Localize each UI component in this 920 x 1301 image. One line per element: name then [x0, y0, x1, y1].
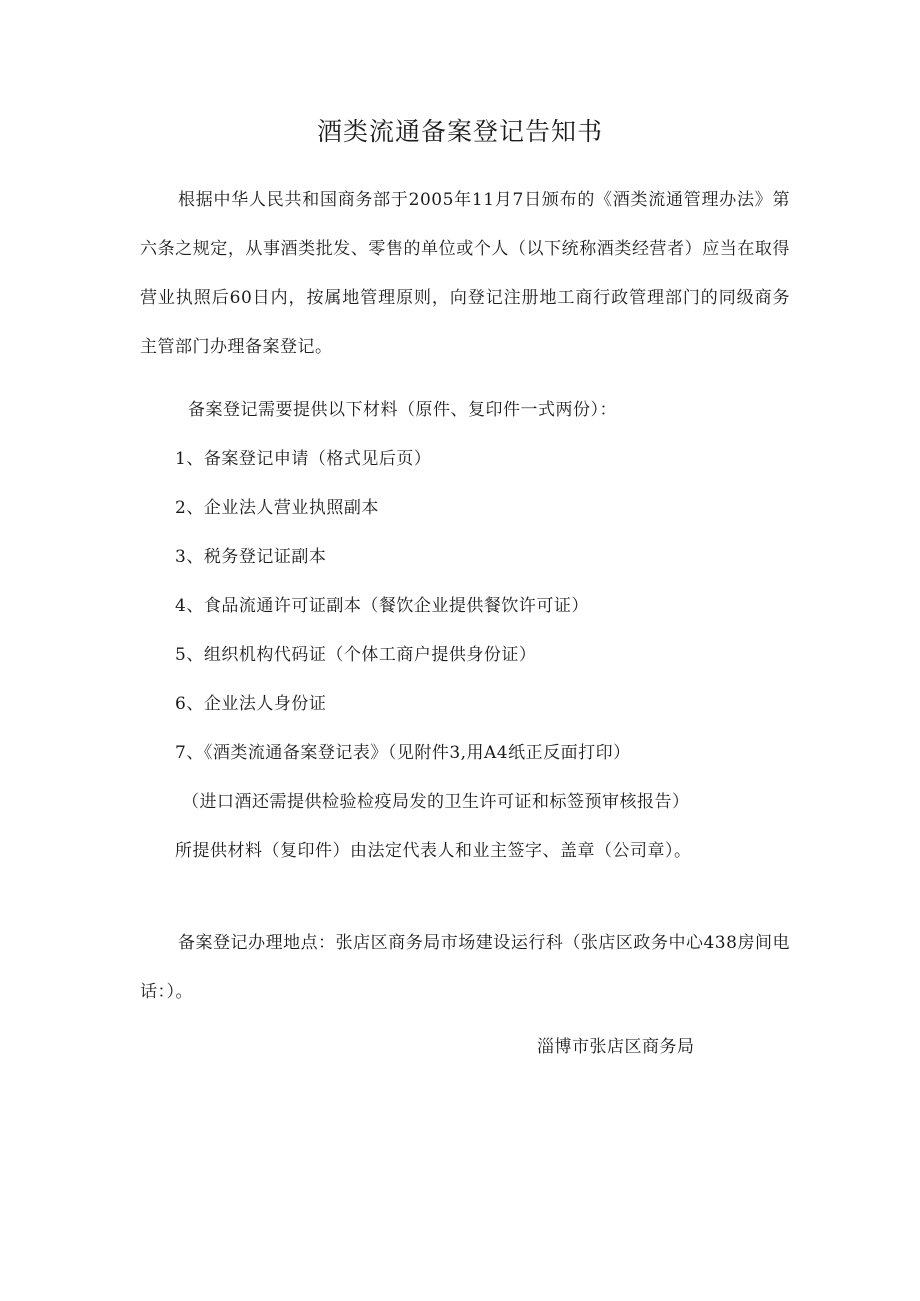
material-item-5: 5、组织机构代码证（个体工商户提供身份证） [175, 645, 537, 665]
location-paragraph: 备案登记办理地点：张店区商务局市场建设运行科（张店区政务中心438房间电话：）。 [140, 933, 790, 1002]
material-item-1: 1、备案登记申请（格式见后页） [175, 449, 432, 469]
document-title: 酒类流通备案登记告知书 [316, 117, 603, 146]
import-note: （进口酒还需提供检验检疫局发的卫生许可证和标签预审核报告） [182, 792, 690, 812]
intro-paragraph: 根据中华人民共和国商务部于2005年11月7日颁布的《酒类流通管理办法》第六条之规定，从事酒类批发、零售的单位或个人（以下统称酒类经营者）应当在取得营业执照后60日内，按属地管理原则，向登记注册地工商行政管理部门的同级商务主管部门办理备案登记。 [140, 190, 790, 357]
material-item-7: 7、《酒类流通备案登记表》（见附件3,用A4纸正反面打印） [175, 743, 631, 763]
material-item-2: 2、企业法人营业执照副本 [175, 498, 379, 518]
issuer-signature: 淄博市张店区商务局 [537, 1037, 695, 1057]
material-item-3: 3、税务登记证副本 [175, 547, 327, 567]
signature-note: 所提供材料（复印件）由法定代表人和业主签字、盖章（公司章）。 [175, 841, 692, 861]
materials-heading: 备案登记需要提供以下材料（原件、复印件一式两份）： [188, 400, 617, 420]
material-item-6: 6、企业法人身份证 [175, 694, 327, 714]
material-item-4: 4、食品流通许可证副本（餐饮企业提供餐饮许可证） [175, 596, 589, 616]
